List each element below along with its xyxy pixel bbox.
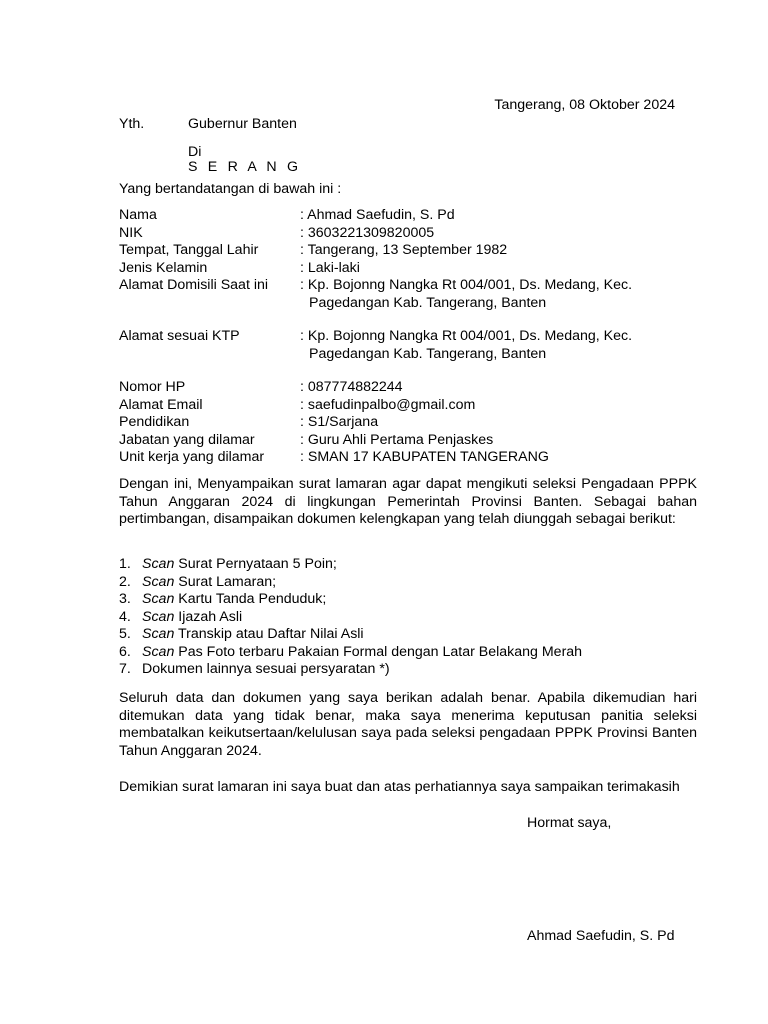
list-item xyxy=(119,661,582,679)
field-label: Alamat Domisili Saat ini xyxy=(119,277,269,293)
field-label: Jabatan yang dilamar xyxy=(119,431,255,448)
list-item xyxy=(119,626,582,644)
field-label: Alamat sesuai KTP xyxy=(119,328,240,344)
recipient: Gubernur Banten xyxy=(188,116,297,132)
list-scan-word: Scan xyxy=(142,556,175,572)
field-value xyxy=(300,277,700,312)
recipient-city: S E R A N G xyxy=(188,159,302,175)
list-number: 6. xyxy=(119,643,131,660)
list-item xyxy=(119,556,582,574)
field-value-text: : Kp. Bojonng Nangka Rt 004/001, Ds. Medang, Kec. xyxy=(300,328,633,344)
list-number: 4. xyxy=(119,608,131,625)
list-text: Pas Foto terbaru Pakaian Formal dengan Latar Belakang Merah xyxy=(174,643,583,660)
field-value xyxy=(300,397,700,415)
list-scan-word: Scan xyxy=(142,626,175,642)
list-number: 7. xyxy=(119,661,131,677)
list-number: 5. xyxy=(119,626,131,642)
field-value-text: : Ahmad Saefudin, S. Pd xyxy=(300,207,455,223)
field-value-text: : Kp. Bojonng Nangka Rt 004/001, Ds. Medang, Kec. xyxy=(300,277,633,293)
list-item xyxy=(119,609,582,627)
list-scan-word: Scan xyxy=(142,573,175,590)
field-label: Tempat, Tanggal Lahir xyxy=(119,242,259,258)
field-value xyxy=(300,242,700,260)
field-value-text: : Tangerang, 13 September 1982 xyxy=(300,242,508,258)
field-value-text: : Laki-laki xyxy=(300,259,360,276)
field-value-text: : saefudinpalbo@gmail.com xyxy=(300,396,476,413)
list-scan-word: Scan xyxy=(142,608,175,625)
field-value xyxy=(300,225,700,243)
closing-salutation: Hormat saya, xyxy=(527,815,612,831)
list-text: Surat Lamaran; xyxy=(174,573,277,590)
field-value-continuation: Pagedangan Kab. Tangerang, Banten xyxy=(309,294,547,311)
field-value-text: : Guru Ahli Pertama Penjaskes xyxy=(300,431,494,448)
list-text: Kartu Tanda Penduduk; xyxy=(174,591,327,607)
document-list xyxy=(119,556,582,679)
field-label: Alamat Email xyxy=(119,396,203,413)
list-scan-word: Scan xyxy=(142,591,175,607)
list-text: Ijazah Asli xyxy=(174,608,243,625)
field-label: Nama xyxy=(119,207,157,223)
signature-name: Ahmad Saefudin, S. Pd xyxy=(527,928,675,944)
list-text: Dokumen lainnya sesuai persyaratan *) xyxy=(142,661,390,677)
field-value-text: : S1/Sarjana xyxy=(300,414,379,430)
letter-date: Tangerang, 08 Oktober 2024 xyxy=(494,97,675,113)
paragraph-request: Dengan ini, Menyampaikan surat lamaran agar dapat mengikuti seleksi Pengadaan PPPK Tahun Anggaran 2024 di lingkungan Pemerintah Provinsi Banten. Sebagai bahan pertimbangan, disampaikan dokumen kelengkapan yang telah diunggah sebagai berikut: xyxy=(119,476,697,527)
list-number: 3. xyxy=(119,591,131,607)
field-value xyxy=(300,207,700,225)
field-value-text: : 3603221309820005 xyxy=(300,224,435,241)
list-item xyxy=(119,574,582,592)
intro-line: Yang bertandatangan di bawah ini : xyxy=(119,181,342,197)
paragraph-statement: Seluruh data dan dokumen yang saya berikan adalah benar. Apabila dikemudian hari ditemukan data yang tidak benar, maka saya menerima keputusan panitia seleksi membatalkan keikutsertaan/kelulusan saya pada seleksi pengadaan PPPK Provinsi Banten Tahun Anggaran 2024. xyxy=(119,690,697,759)
field-value xyxy=(300,379,700,397)
field-value xyxy=(300,449,700,467)
list-item xyxy=(119,591,582,609)
field-label: Nomor HP xyxy=(119,379,186,395)
field-value-text: : SMAN 17 KABUPATEN TANGERANG xyxy=(300,449,549,465)
field-label: NIK xyxy=(119,224,143,241)
field-value-text: : 087774882244 xyxy=(300,379,403,395)
paragraph-closing: Demikian surat lamaran ini saya buat dan atas perhatiannya saya sampaikan terimakasih xyxy=(119,779,680,795)
list-text: Transkip atau Daftar Nilai Asli xyxy=(174,626,364,642)
list-text: Surat Pernyataan 5 Poin; xyxy=(174,556,337,572)
list-scan-word: Scan xyxy=(142,643,175,660)
field-value xyxy=(300,414,700,432)
field-value-continuation: Pagedangan Kab. Tangerang, Banten xyxy=(309,345,547,362)
list-number: 1. xyxy=(119,556,131,572)
field-value xyxy=(300,432,700,450)
list-item xyxy=(119,644,582,662)
field-label: Jenis Kelamin xyxy=(119,259,208,276)
di-label: Di xyxy=(188,144,202,160)
field-label: Unit kerja yang dilamar xyxy=(119,449,265,465)
list-number: 2. xyxy=(119,573,131,590)
field-label: Pendidikan xyxy=(119,414,190,430)
field-value xyxy=(300,328,700,363)
yth-label: Yth. xyxy=(119,116,145,132)
field-value xyxy=(300,260,700,278)
